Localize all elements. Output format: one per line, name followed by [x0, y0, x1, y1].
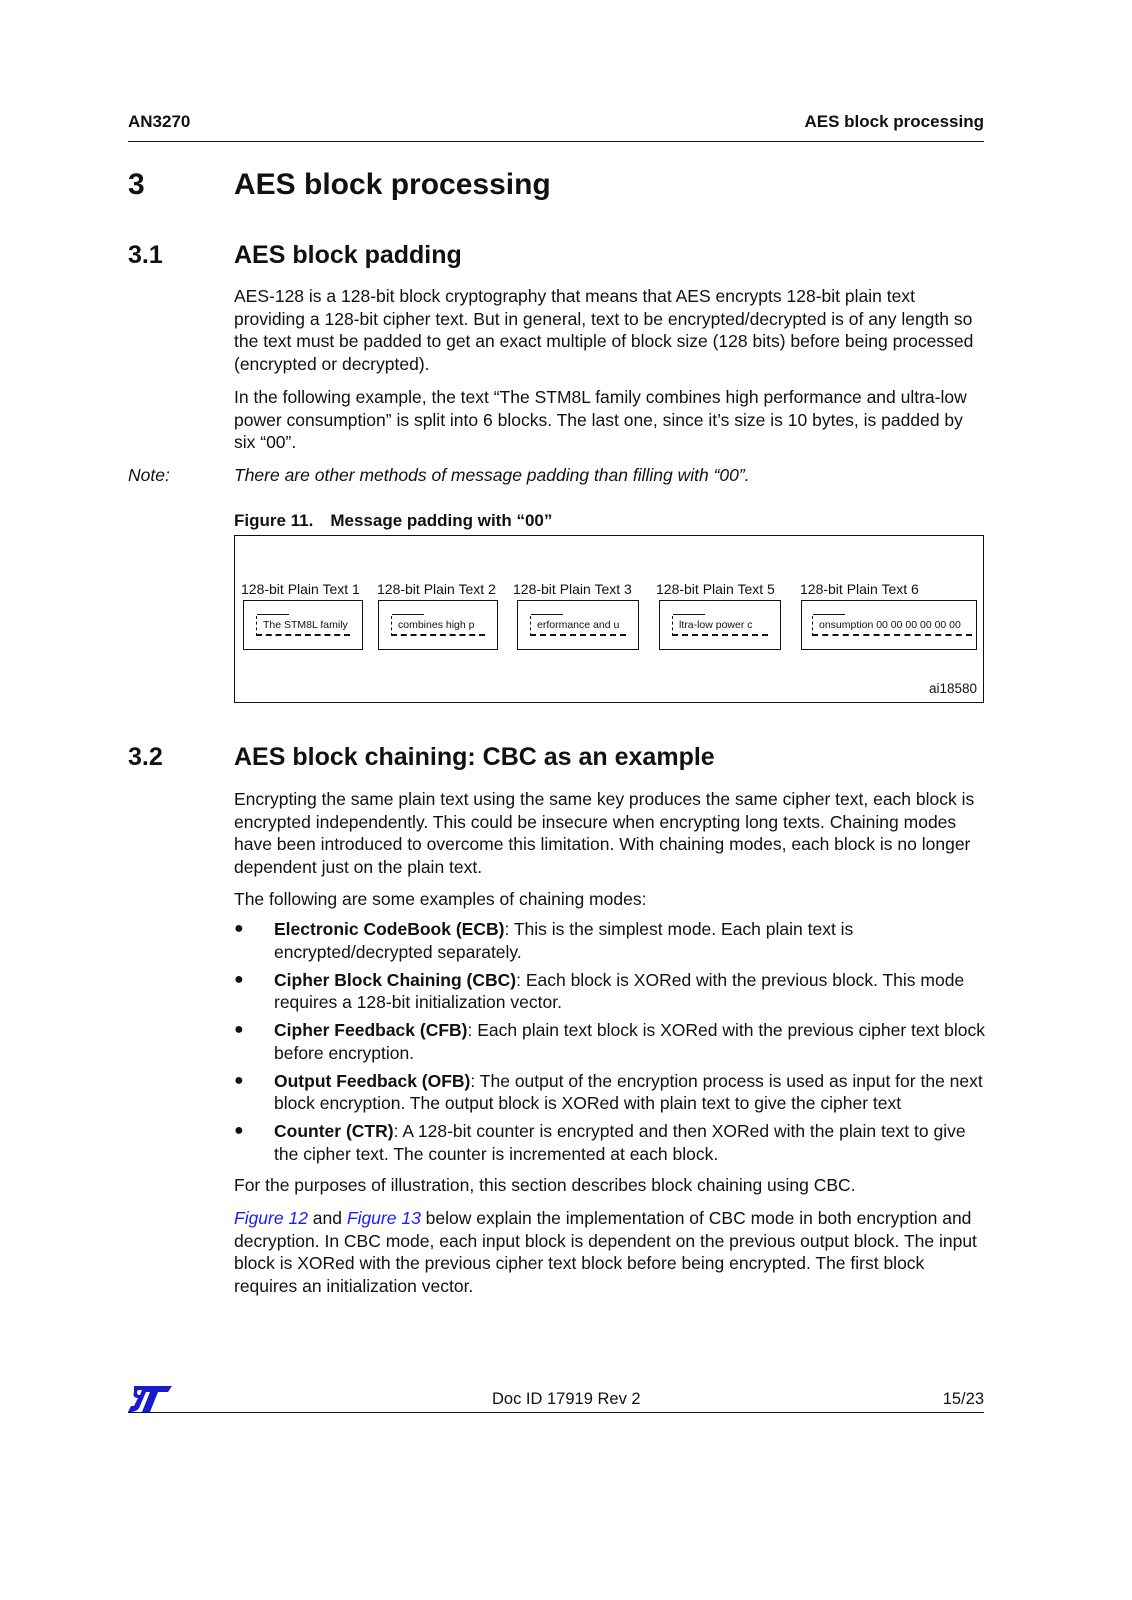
chaining-paragraph-3: For the purposes of illustration, this section describes block chaining using CBC.	[234, 1175, 856, 1195]
bullet-icon: ●	[234, 970, 244, 988]
mode-description: : A 128-bit counter is encrypted and then XORed with the plain text to give the cipher text. The counter is incremented at each block.	[274, 1121, 966, 1164]
block-data-area	[256, 616, 350, 636]
block-label: 128-bit Plain Text 2	[377, 581, 496, 597]
figure-13-link[interactable]: Figure 13	[346, 1208, 421, 1228]
footer-rule	[128, 1412, 984, 1413]
mode-term: Cipher Feedback (CFB)	[274, 1020, 468, 1040]
mode-term: Output Feedback (OFB)	[274, 1070, 471, 1091]
figure-12-link[interactable]: Figure 12	[234, 1208, 308, 1228]
block-data-area	[391, 616, 485, 636]
section-number: 3	[128, 168, 145, 201]
list-item	[234, 1019, 994, 1064]
block-data-area	[672, 616, 768, 636]
plain-text-block	[659, 600, 781, 650]
note-label: Note:	[128, 465, 170, 485]
figure-11	[234, 535, 984, 703]
page-number: 15/23	[942, 1390, 984, 1408]
block-content: The STM8L family	[263, 619, 348, 631]
block-label: 128-bit Plain Text 5	[656, 581, 775, 597]
figure-id: ai18580	[928, 681, 977, 696]
running-section-title: AES block processing	[804, 112, 984, 131]
block-label: 128-bit Plain Text 1	[241, 581, 360, 597]
block-content: ltra-low power c	[679, 619, 753, 631]
block-data-area	[530, 616, 626, 636]
mode-description: : Each block is XORed with the previous block. This mode requires a 128-bit initialization vector.	[274, 969, 965, 1012]
block-content: combines high p	[398, 619, 475, 631]
figure-11-caption: Figure 11. Message padding with “00”	[234, 511, 553, 530]
chaining-paragraph-2: The following are some examples of chaining modes:	[234, 889, 647, 909]
paragraph-rest: below explain the implementation of CBC mode in both encryption and decryption. In CBC mode, each input block is dependent on the previous output block. The input block is XORed with the previous cipher text block before being encrypted. The first block requires an initialization vector.	[234, 1208, 977, 1296]
plain-text-block	[517, 600, 639, 650]
mode-term: Electronic CodeBook (ECB)	[274, 919, 505, 939]
st-logo-icon	[128, 1384, 172, 1414]
note-text: There are other methods of message padding than filling with “00”.	[234, 465, 750, 485]
plain-text-block	[243, 600, 363, 650]
mode-description: : The output of the encryption process is used as input for the next block encryption. The output block is XORed with plain text to give the cipher text	[274, 1070, 983, 1113]
bullet-icon: ●	[234, 920, 244, 937]
subsection-2-number: 3.2	[128, 743, 163, 771]
block-label: 128-bit Plain Text 6	[800, 581, 919, 597]
block-content: erformance and u	[537, 619, 620, 631]
bullet-icon: ●	[234, 1071, 244, 1089]
subsection-1-title: AES block padding	[234, 241, 462, 269]
bullet-icon: ●	[234, 1021, 244, 1038]
bullet-icon: ●	[234, 1122, 244, 1139]
list-item	[234, 1120, 994, 1165]
mode-description: : Each plain text block is XORed with the previous cipher text block before encryption.	[274, 1020, 985, 1063]
mode-description: : This is the simplest mode. Each plain text is encrypted/decrypted separately.	[274, 919, 854, 962]
doc-id: Doc ID 17919 Rev 2	[492, 1390, 641, 1408]
padding-paragraph-1: AES-128 is a 128-bit block cryptography that means that AES encrypts 128-bit plain text providing a 128-bit cipher text. But in general, text to be encrypted/decrypted is of any length so the text must be padded to get an exact multiple of block size (128 bits) before being processed (encrypted or decrypted).	[234, 286, 974, 374]
chaining-paragraph-1: Encrypting the same plain text using the same key produces the same cipher text, each block is encrypted independently. This could be insecure when encrypting long texts. Chaining modes have been introduced to overcome this limitation. With chaining modes, each block is no longer dependent just on the plain text.	[234, 789, 975, 877]
block-label: 128-bit Plain Text 3	[513, 581, 632, 597]
padding-paragraph-2: In the following example, the text “The STM8L family combines high performance and ultra-low power consumption” is split into 6 blocks. The last one, since it’s size is 10 bytes, is padded by six “00”.	[234, 387, 967, 452]
list-item	[234, 969, 994, 1014]
subsection-1-number: 3.1	[128, 241, 163, 269]
subsection-2-title: AES block chaining: CBC as an example	[234, 743, 715, 771]
header-rule	[128, 141, 984, 142]
list-item	[234, 918, 994, 963]
chaining-paragraph-4	[234, 1207, 986, 1297]
block-content: onsumption 00 00 00 00 00 00	[819, 619, 961, 631]
section-title: AES block processing	[234, 168, 551, 201]
mode-term: Cipher Block Chaining (CBC)	[274, 969, 517, 990]
chaining-modes-list	[234, 918, 994, 1171]
and-text: and	[307, 1208, 347, 1228]
plain-text-block	[378, 600, 498, 650]
list-item	[234, 1070, 994, 1115]
mode-term: Counter (CTR)	[274, 1121, 394, 1141]
block-data-area	[812, 616, 972, 636]
doc-code: AN3270	[128, 112, 191, 131]
plain-text-block	[801, 600, 977, 650]
